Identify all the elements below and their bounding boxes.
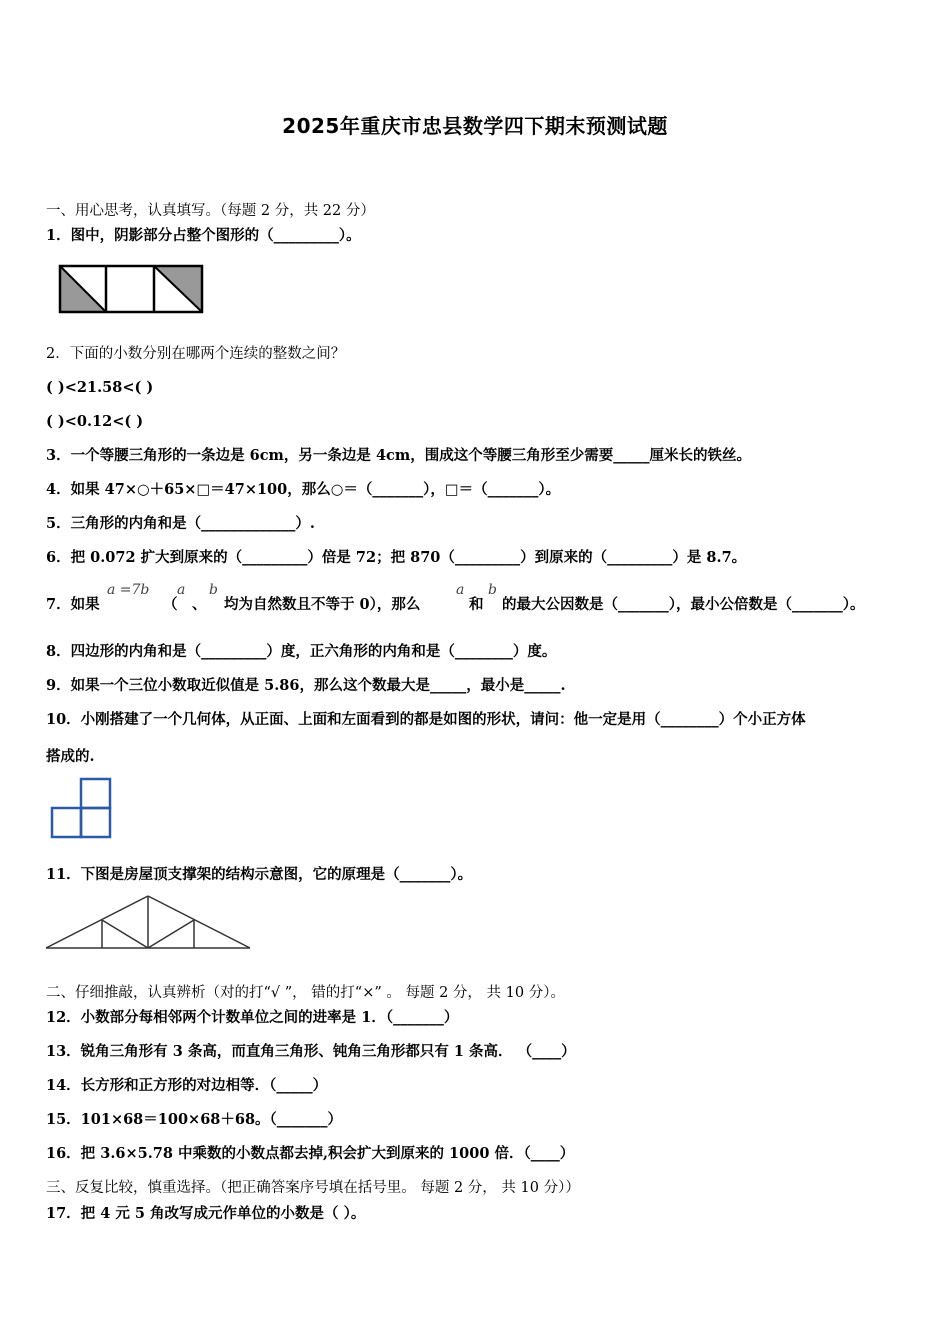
question-14: 14．长方形和正方形的对边相等．（_____） bbox=[46, 1077, 328, 1094]
question-7-formula: a =7b bbox=[107, 582, 150, 598]
question-12: 12．小数部分每相邻两个计数单位之间的进率是 1．（_______） bbox=[46, 1009, 459, 1026]
question-17: 17．把 4 元 5 角改写成元作单位的小数是（ ）。 bbox=[46, 1205, 366, 1222]
cube-view-figure bbox=[50, 777, 114, 841]
question-3: 3．一个等腰三角形的一条边是 6cm，另一条边是 4cm，围成这个等腰三角形至少需要_____厘米长的铁丝。 bbox=[46, 447, 751, 464]
section-1-heading: 一、用心思考，认真填写。（每题 2 分，共 22 分） bbox=[46, 203, 375, 219]
question-7-var-b2: b bbox=[488, 582, 497, 598]
question-7-end: 的最大公因数是（_______），最小公倍数是（_______）。 bbox=[502, 596, 865, 613]
page-title: 2025年重庆市忠县数学四下期末预测试题 bbox=[282, 114, 668, 138]
question-1: 1．图中，阴影部分占整个图形的（_________）。 bbox=[46, 227, 361, 244]
question-7-var-a: a bbox=[177, 582, 186, 598]
question-7-sep: 、 bbox=[192, 596, 207, 613]
section-2-heading: 二、仔细推敲，认真辨析（对的打“√ ”， 错的打“×” 。 每题 2 分， 共 10 分）。 bbox=[46, 985, 565, 1001]
shaded-squares-figure bbox=[58, 264, 204, 314]
section-3-heading: 三、反复比较，慎重选择。（把正确答案序号填在括号里。 每题 2 分， 共 10 分）） bbox=[46, 1180, 580, 1196]
question-7-var-a2: a bbox=[456, 582, 465, 598]
question-2b: ( )<0.12<( ) bbox=[46, 413, 144, 430]
question-11: 11．下图是房屋顶支撑架的结构示意图，它的原理是（_______）。 bbox=[46, 866, 473, 883]
question-10: 10．小刚搭建了一个几何体，从正面、上面和左面看到的都是如图的形状，请问：他一定是用（________）个小正方体 bbox=[46, 711, 806, 728]
question-10-cont: 搭成的. bbox=[46, 748, 95, 765]
question-5: 5．三角形的内角和是（_____________）. bbox=[46, 515, 315, 532]
question-6: 6．把 0.072 扩大到原来的（_________）倍是 72；把 870（_________）到原来的（_________）是 8.7。 bbox=[46, 549, 747, 566]
question-4: 4．如果 47×○＋65×□＝47×100，那么○＝（_______），□＝（_______）。 bbox=[46, 481, 561, 498]
question-2a: ( )<21.58<( ) bbox=[46, 379, 154, 396]
question-9: 9．如果一个三位小数取近似值是 5.86，那么这个数最大是_____，最小是_____. bbox=[46, 677, 566, 694]
question-7-and: 和 bbox=[469, 596, 484, 613]
question-15: 15．101×68＝100×68＋68。（_______） bbox=[46, 1111, 343, 1128]
question-7-middle: 均为自然数且不等于 0），那么 bbox=[224, 596, 421, 613]
question-7-paren: （ bbox=[163, 596, 178, 613]
question-7-var-b: b bbox=[209, 582, 218, 598]
roof-truss-figure bbox=[44, 893, 252, 951]
question-13: 13．锐角三角形有 3 条高，而直角三角形、钝角三角形都只有 1 条高． （____） bbox=[46, 1043, 576, 1060]
question-7-start: 7．如果 bbox=[46, 596, 100, 613]
question-16: 16．把 3.6×5.78 中乘数的小数点都去掉,积会扩大到原来的 1000 倍．（____） bbox=[46, 1145, 575, 1162]
question-2: 2．下面的小数分别在哪两个连续的整数之间？ bbox=[46, 346, 346, 362]
question-8: 8．四边形的内角和是（_________）度，正六角形的内角和是（________）度。 bbox=[46, 643, 557, 660]
